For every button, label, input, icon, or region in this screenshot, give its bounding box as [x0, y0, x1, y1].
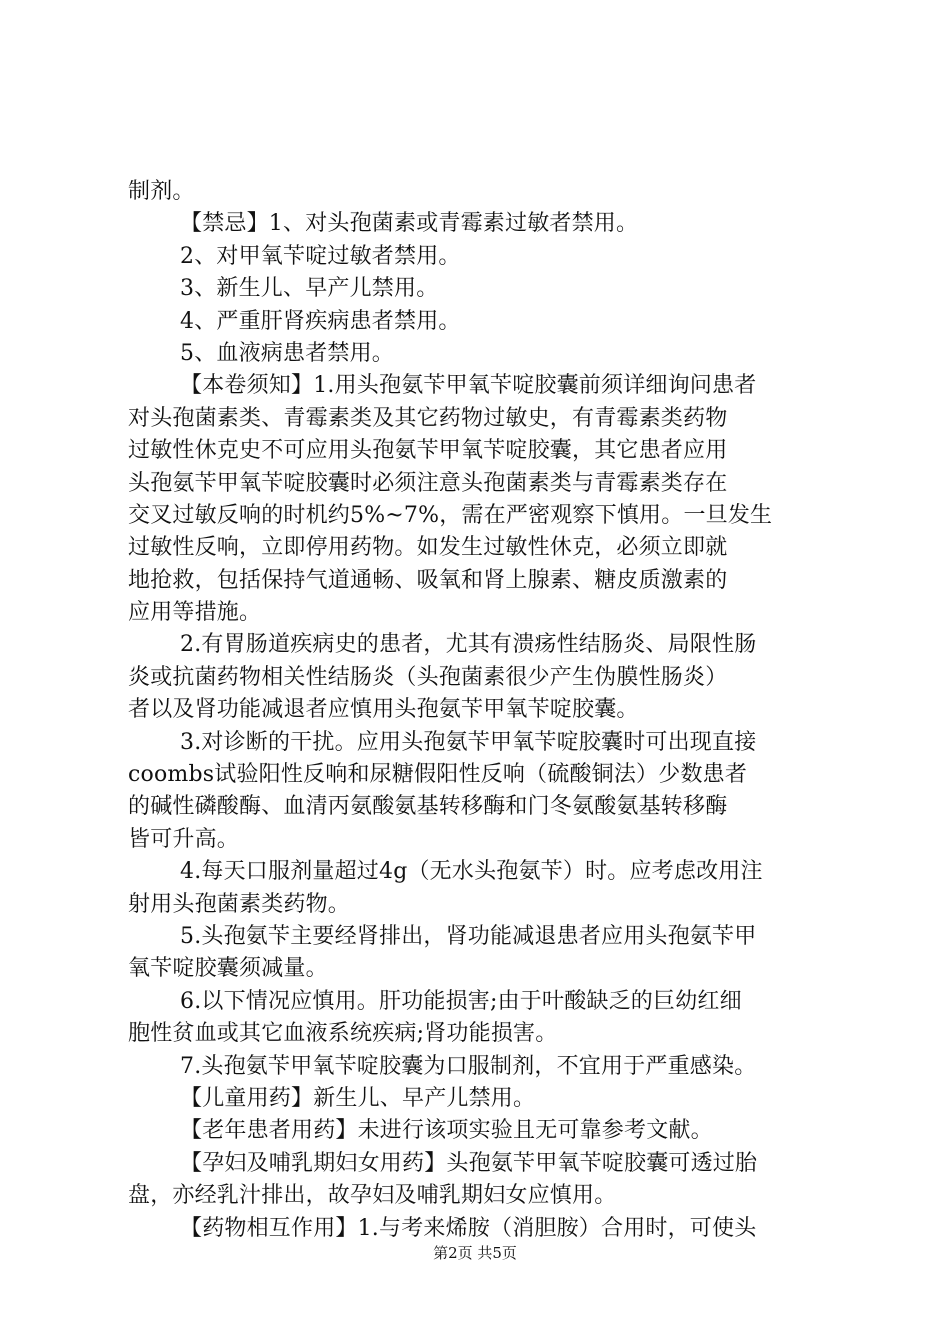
- text-line: 对头孢菌素类、青霉素类及其它药物过敏史，有青霉素类药物: [128, 405, 728, 431]
- text-line: 【禁忌】1、对头孢菌素或青霉素过敏者禁用。: [180, 211, 639, 237]
- text-line: 5.头孢氨苄主要经肾排出，肾功能减退患者应用头孢氨苄甲: [180, 923, 757, 949]
- text-line: 应用等措施。: [128, 600, 262, 626]
- text-line: 盘，亦经乳汁排出，故孕妇及哺乳期妇女应慎用。: [128, 1183, 617, 1209]
- text-line: coombs试验阳性反响和尿糖假阳性反响（硫酸铜法）少数患者: [128, 762, 748, 788]
- text-line: 3、新生儿、早产儿禁用。: [180, 276, 439, 302]
- text-line: 【孕妇及哺乳期妇女用药】头孢氨苄甲氧苄啶胶囊可透过胎: [180, 1150, 758, 1176]
- text-line: 制剂。: [128, 179, 195, 204]
- text-line: 4.每天口服剂量超过4g（无水头孢氨苄）时。应考虑改用注: [180, 859, 763, 885]
- text-line: 4、严重肝肾疾病患者禁用。: [180, 308, 461, 334]
- page-number-footer: 第2页 共5页: [433, 1244, 517, 1262]
- text-line: 【儿童用药】新生儿、早产儿禁用。: [180, 1085, 536, 1111]
- text-line: 7.头孢氨苄甲氧苄啶胶囊为口服制剂，不宜用于严重感染。: [180, 1053, 757, 1079]
- text-line: 2、对甲氧苄啶过敏者禁用。: [180, 243, 461, 269]
- text-line: 2.有胃肠道疾病史的患者，尤其有溃疡性结肠炎、局限性肠: [180, 632, 757, 658]
- text-line: 【本卷须知】1.用头孢氨苄甲氧苄啶胶囊前须详细询问患者: [180, 373, 757, 399]
- body-text: [128, 176, 828, 1245]
- text-line: 射用头孢菌素类药物。: [128, 891, 351, 917]
- text-line: 的碱性磷酸酶、血清丙氨酸氨基转移酶和门冬氨酸氨基转移酶: [128, 794, 728, 820]
- text-line: 3.对诊断的干扰。应用头孢氨苄甲氧苄啶胶囊时可出现直接: [180, 729, 757, 755]
- text-line: 6.以下情况应慎用。肝功能损害;由于叶酸缺乏的巨幼红细: [180, 988, 742, 1014]
- text-line: 【药物相互作用】1.与考来烯胺（消胆胺）合用时，可使头: [180, 1215, 757, 1241]
- text-line: 地抢救，包括保持气道通畅、吸氧和肾上腺素、糖皮质激素的: [128, 567, 728, 593]
- text-line: 皆可升高。: [128, 826, 240, 852]
- text-line: 氧苄啶胶囊须减量。: [128, 956, 328, 982]
- text-line: 交叉过敏反响的时机约5%~7%，需在严密观察下慎用。一旦发生: [128, 502, 773, 528]
- text-line: 过敏性休克史不可应用头孢氨苄甲氧苄啶胶囊，其它患者应用: [128, 438, 728, 464]
- text-line: 5、血液病患者禁用。: [180, 340, 394, 366]
- text-line: 者以及肾功能减退者应慎用头孢氨苄甲氧苄啶胶囊。: [128, 697, 639, 723]
- text-line: 胞性贫血或其它血液系统疾病;肾功能损害。: [128, 1021, 558, 1047]
- text-line: 头孢氨苄甲氧苄啶胶囊时必须注意头孢菌素类与青霉素类存在: [128, 470, 728, 496]
- text-line: 炎或抗菌药物相关性结肠炎（头孢菌素很少产生伪膜性肠炎）: [128, 664, 728, 690]
- text-line: 过敏性反响，立即停用药物。如发生过敏性休克，必须立即就: [128, 535, 728, 561]
- text-line: 【老年患者用药】未进行该项实验且无可靠参考文献。: [180, 1118, 713, 1144]
